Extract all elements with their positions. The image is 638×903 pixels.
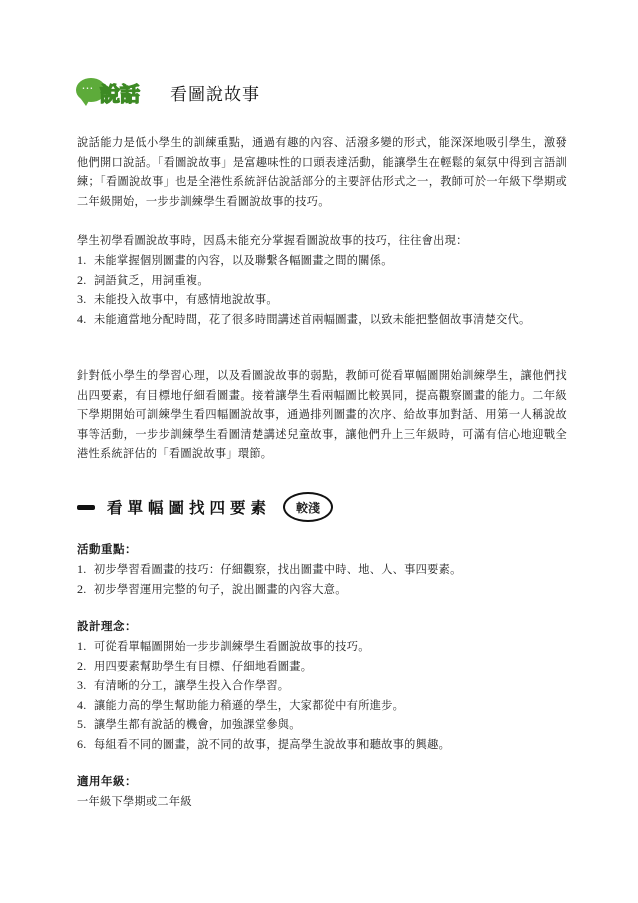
list-item	[77, 560, 567, 580]
list-number: 3.	[77, 678, 87, 692]
list-text: 詞語貧乏，用詞重複。	[94, 273, 209, 287]
difficulty-badge: 較淺	[283, 492, 333, 522]
list-item	[77, 735, 567, 755]
list-item	[77, 310, 567, 330]
list-number: 3.	[77, 292, 87, 306]
design-list	[77, 637, 567, 754]
intro-paragraph: 說話能力是低小學生的訓練重點，通過有趣的內容、活潑多變的形式，能深深地吸引學生，激發他們開口說話。「看圖說故事」是富趣味性的口頭表達活動，能讓學生在輕鬆的氣氛中得到言語訓練；「看圖說故事」也是全港性系統評估說話部分的主要評估形式之一，教師可於一年級下學期或二年級開始，一步步訓練學生看圖說故事的技巧。	[77, 136, 567, 208]
list-number: 2.	[77, 272, 87, 287]
list-number: 4.	[77, 697, 87, 712]
list-number: 1.	[77, 253, 87, 267]
list-number: 5.	[77, 717, 87, 731]
list-text: 未能掌握個別圖畫的內容，以及聯繫各幅圖畫之間的關係。	[94, 254, 393, 267]
list-text: 讓能力高的學生幫助能力稍遜的學生，大家都從中有所進步。	[94, 698, 405, 712]
list-item	[77, 676, 567, 696]
list-text: 用四要素幫助學生有目標、仔細地看圖畫。	[94, 659, 313, 673]
list-number: 2.	[77, 581, 87, 596]
strategy-paragraph: 針對低小學生的學習心理，以及看圖說故事的弱點，教師可從看單幅圖開始訓練學生，讓他們找出四要素，有目標地仔細看圖畫。接着讓學生看兩幅圖比較異同，提高觀察圖畫的能力。二年級下學期開始可訓練學生看四幅圖說故事，通過排列圖畫的次序、給故事加對話、用第一人稱說故事等活動，一步步訓練學生看圖清楚講述兒童故事，讓他們升上三年級時，可滿有信心地迎戰全港性系統評估的「看圖說故事」環節。	[77, 369, 567, 460]
list-text: 可從看單幅圖開始一步步訓練學生看圖說故事的技巧。	[94, 640, 370, 653]
list-text: 初步學習運用完整的句子，說出圖畫的內容大意。	[94, 582, 347, 596]
page-title: 看圖說故事	[170, 84, 260, 105]
list-item	[77, 696, 567, 716]
section-title: 看單幅圖找四要素	[107, 498, 272, 517]
list-item	[77, 637, 567, 657]
problems-list	[77, 251, 567, 329]
list-item	[77, 271, 567, 291]
list-text: 初步學習看圖畫的技巧：仔細觀察，找出圖畫中時、地、人、事四要素。	[94, 563, 462, 576]
list-number: 4.	[77, 311, 87, 326]
page-header	[76, 76, 260, 108]
list-number: 1.	[77, 562, 87, 576]
problems-lead: 學生初學看圖說故事時，因爲未能充分掌握看圖說故事的技巧，往往會出現：	[77, 234, 468, 247]
logo-dots: •••	[82, 86, 94, 92]
list-item	[77, 290, 567, 310]
grade-text: 一年級下學期或二年級	[77, 795, 192, 808]
speech-logo	[76, 76, 148, 108]
section-banner	[77, 492, 333, 522]
list-item	[77, 657, 567, 677]
list-text: 未能適當地分配時間，花了很多時間講述首兩幅圖畫，以致未能把整個故事清楚交代。	[94, 312, 531, 326]
list-number: 2.	[77, 658, 87, 673]
logo-text: 說話	[100, 82, 140, 106]
list-text: 未能投入故事中，有感情地說故事。	[94, 293, 278, 306]
list-text: 讓學生都有說話的機會，加強課堂參與。	[94, 718, 301, 731]
grade-heading: 適用年級：	[77, 774, 137, 788]
list-item	[77, 251, 567, 271]
list-text: 有清晰的分工，讓學生投入合作學習。	[94, 679, 290, 692]
design-heading: 設計理念：	[77, 619, 137, 633]
focus-list	[77, 560, 567, 599]
list-text: 每組看不同的圖畫，說不同的故事，提高學生說故事和聽故事的興趣。	[94, 737, 451, 751]
list-number: 6.	[77, 736, 87, 751]
list-number: 1.	[77, 639, 87, 653]
list-item	[77, 580, 567, 600]
section-number-dash	[77, 505, 95, 510]
focus-heading: 活動重點：	[77, 542, 137, 556]
list-item	[77, 715, 567, 735]
